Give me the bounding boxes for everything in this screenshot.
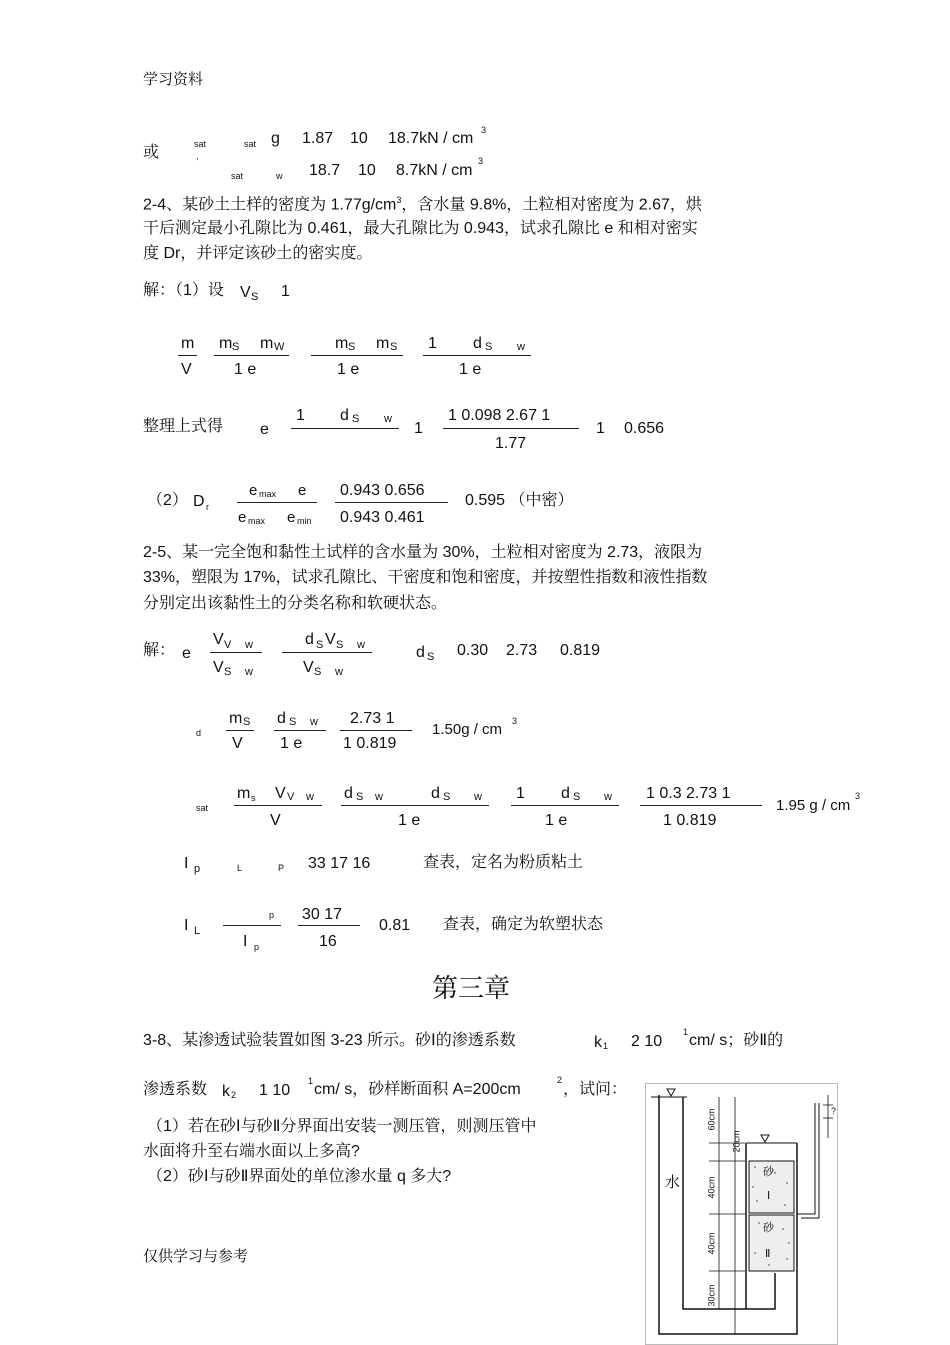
sub-p: p [194, 863, 201, 875]
value-0-30: 0.30 [457, 642, 489, 659]
sub-max: max [259, 489, 277, 499]
vs: V [325, 631, 336, 648]
sub-w: w [604, 791, 612, 803]
numerator-values: 0.943 0.656 [340, 482, 425, 499]
sub-w: w [276, 171, 283, 181]
vs-symbol: V [240, 284, 251, 301]
vs-value: 1 [281, 283, 290, 300]
vv: V [213, 631, 224, 648]
dim-40cm-upper: 40cm [706, 1176, 717, 1199]
numerator-m: m [181, 335, 195, 352]
sub-r: r [206, 502, 209, 512]
vs: V [213, 659, 224, 676]
sub-sat-3: sat [231, 171, 244, 181]
numerator-values: 1 0.3 2.73 1 [646, 785, 731, 802]
ms: m [237, 785, 251, 802]
apparatus-drawing [645, 1083, 838, 1345]
sub-d: d [196, 728, 202, 738]
problem-2-5-line-3: 分别定出该黏性土的分类名称和软硬状态。 [143, 595, 448, 612]
sup-3: 3 [512, 716, 518, 726]
sub: S [232, 341, 240, 353]
ip-classification-note: 查表，定名为粉质粘土 [423, 854, 584, 871]
denominator-values: 1 0.819 [663, 812, 717, 829]
ds: d [416, 644, 425, 661]
sub-w: w [335, 666, 343, 678]
question-1-line-1: （1）若在砂Ⅰ与砂Ⅱ分界面出安装一测压管，则测压管中 [147, 1118, 537, 1135]
sub-w: w [306, 791, 314, 803]
dim-20cm: 20cm [731, 1130, 742, 1153]
sup-2: 2 [557, 1075, 563, 1085]
problem-2-5-line-1: 2-5、某一完全饱和黏性土试样的含水量为 30%，土粒相对密度为 2.73，液限为 [143, 544, 703, 561]
fraction-bar [640, 805, 762, 806]
result-buoyant-unit-weight: 8.7kN / cm [396, 162, 473, 179]
exponent: 1 [308, 1076, 314, 1086]
fraction-bar [210, 652, 262, 653]
fraction-bar [340, 730, 412, 731]
v: V [232, 735, 243, 752]
sand-2-label: 砂 [763, 1222, 774, 1234]
sub-l: L [194, 925, 201, 937]
sub: S [316, 639, 324, 651]
result-0-81: 0.81 [379, 917, 411, 934]
problem-2-4-line-3: 度 Dr，并评定该砂土的密实度。 [143, 245, 373, 262]
i-symbol: I [184, 855, 189, 872]
sub-p: p [269, 910, 275, 920]
fraction-bar [237, 502, 317, 503]
fraction-bar [298, 925, 360, 926]
problem-3-8-line-1-end: cm/ s；砂Ⅱ的 [689, 1032, 784, 1049]
k2-symbol: k [222, 1083, 230, 1100]
sub-p-upper: P [278, 863, 285, 873]
solution-label: 解：（1）设 [143, 282, 224, 299]
result-0-595-medium-dense: 0.595 （中密） [465, 492, 574, 509]
sub-min: min [297, 516, 312, 526]
denominator-1-plus-e: 1 e [398, 812, 421, 829]
sub-l: L [237, 863, 243, 873]
fraction-bar [282, 652, 372, 653]
sub: s [251, 793, 256, 803]
e-max: e [238, 509, 247, 526]
sub: V [224, 639, 232, 651]
sub-2: 2 [231, 1090, 237, 1100]
sub: S [224, 666, 232, 678]
problem-2-4-line-1: 2-4、某砂土土样的密度为 $1.77g/cm^3$，含水量 9.8%，土粒相对密度为 2.67，烘 [143, 195, 702, 214]
sub: S [427, 651, 435, 663]
denominator-values: 0.943 0.461 [340, 509, 425, 526]
value-10b: 10 [358, 162, 376, 179]
numerator-ms: m [219, 335, 233, 352]
fraction-bar [443, 428, 579, 429]
ds: d [305, 631, 314, 648]
e-min: e [287, 509, 296, 526]
rearrange-label: 整理上式得 [143, 418, 224, 435]
denominator-1-77: 1.77 [495, 435, 527, 452]
sub-sat: sat [196, 803, 209, 813]
page-footer: 仅供学习与参考 [143, 1248, 249, 1265]
sup-3: 3 [481, 125, 487, 135]
denominator-1-plus-e: 1 e [280, 735, 303, 752]
numerator-1: 1 [296, 407, 305, 424]
or-label: 或 [143, 144, 160, 161]
sand-2-numeral: Ⅱ [765, 1248, 771, 1260]
problem-2-4-line-2: 干后测定最小孔隙比为 0.461，最大孔隙比为 0.943，试求孔隙比 e 和相对密实 [143, 220, 698, 237]
dr-symbol: D [193, 493, 205, 510]
sub: S [443, 791, 451, 803]
sub-w: w [474, 791, 482, 803]
denominator-v: V [181, 361, 192, 378]
sub: S [573, 791, 581, 803]
minus-one: 1 [596, 420, 605, 437]
step-2-label: （2） [147, 492, 188, 509]
comma: , [196, 151, 199, 161]
result-1-95: 1.95 g / cm [776, 797, 851, 814]
sub-w: w [517, 341, 525, 353]
fraction-bar [226, 730, 254, 731]
k1-value: 2 10 [631, 1033, 663, 1050]
ds: d [431, 785, 440, 802]
sub-max: max [248, 516, 266, 526]
vs-sub: S [251, 291, 259, 303]
i-p: I [243, 933, 248, 950]
g-symbol: g [271, 130, 280, 147]
e-symbol: e [260, 421, 269, 438]
fraction-bar [311, 355, 403, 356]
result-1-50: 1.50g / cm [432, 721, 503, 738]
result-saturated-unit-weight: 18.7kN / cm [388, 130, 474, 147]
ds: d [344, 785, 353, 802]
fraction-bar [423, 355, 531, 356]
question-2: （2）砂Ⅰ与砂Ⅱ界面处的单位渗水量 q 多大? [147, 1168, 452, 1185]
problem-3-8-line-2: 渗透系数 [143, 1081, 208, 1098]
solution-label: 解： [143, 642, 176, 659]
sub: S [485, 341, 493, 353]
sub-w: w [357, 639, 365, 651]
sub-w: w [245, 666, 253, 678]
ds: d [561, 785, 570, 802]
fraction-bar [214, 355, 289, 356]
question-1-line-2: 水面将升至右端水面以上多高? [143, 1143, 360, 1160]
sub-w: w [310, 716, 318, 728]
sub-p: p [254, 942, 260, 952]
minus-one: 1 [414, 420, 423, 437]
denominator-1-plus-e: 1 e [459, 361, 482, 378]
sub: S [289, 716, 297, 728]
result-0-819: 0.819 [560, 642, 601, 659]
numerator-ms: m [335, 335, 349, 352]
sub-w: w [384, 413, 392, 425]
numerator-1: 1 [428, 335, 437, 352]
numerator-1: 1 [516, 785, 525, 802]
e-max: e [249, 482, 258, 499]
fraction-bar [178, 355, 197, 356]
fraction-bar [335, 502, 448, 503]
fraction-bar [511, 805, 619, 806]
sub: S [243, 716, 251, 728]
problem-3-8-line-2-mid: cm/ s，砂样断面积 A=200cm [314, 1081, 521, 1098]
il-state-note: 查表，确定为软塑状态 [443, 916, 604, 933]
numerator-d: d [473, 335, 482, 352]
chapter-title: 第三章 [432, 974, 511, 1004]
dim-60cm: 60cm [706, 1108, 717, 1131]
problem-3-8-line-1: 3-8、某渗透试验装置如图 3-23 所示。砂Ⅰ的渗透系数 [143, 1032, 516, 1049]
value-1-87: 1.87 [302, 130, 334, 147]
sub: S [352, 413, 360, 425]
sub-w: w [375, 791, 383, 803]
vs: V [303, 659, 314, 676]
exponent: 1 [683, 1027, 689, 1037]
result-0-656: 0.656 [624, 420, 665, 437]
ds: d [277, 710, 286, 727]
sup-3: 3 [855, 791, 861, 801]
seepage-test-apparatus-figure [645, 1083, 838, 1345]
unknown-height-mark: ? [831, 1106, 837, 1116]
sup-3b: 3 [478, 156, 484, 166]
sub: W [274, 341, 285, 353]
e: e [298, 482, 307, 499]
value-10: 10 [350, 130, 368, 147]
e-symbol: e [182, 645, 191, 662]
dim-30cm: 30cm [706, 1284, 717, 1307]
denominator-1-plus-e: 1 e [545, 812, 568, 829]
problem-2-5-line-2: 33%，塑限为 17%，试求孔隙比、干密度和饱和密度，并按塑性指数和液性指数 [143, 569, 708, 586]
i-symbol: I [184, 917, 189, 934]
sub: S [390, 341, 398, 353]
sub-sat-1: sat [194, 139, 207, 149]
sub-w: w [245, 639, 253, 651]
value-18-7: 18.7 [309, 162, 341, 179]
sub: S [314, 666, 322, 678]
numerator-values: 1 0.098 2.67 1 [448, 407, 551, 424]
water-label: 水 [665, 1174, 681, 1191]
sub: S [348, 341, 356, 353]
k2-value: 1 10 [259, 1082, 291, 1099]
ip-values: 33 17 16 [308, 855, 371, 872]
ms: m [229, 710, 243, 727]
denominator-16: 16 [319, 933, 337, 950]
sub-sat-2: sat [244, 139, 257, 149]
sub: V [287, 791, 295, 803]
fraction-bar [274, 730, 326, 731]
numerator-ms: m [376, 335, 390, 352]
value-2-73: 2.73 [506, 642, 538, 659]
denominator-1-plus-e: 1 e [234, 361, 257, 378]
page-header: 学习资料 [143, 71, 204, 88]
fraction-bar [291, 428, 399, 429]
numerator-mw: m [260, 335, 274, 352]
sand-1-numeral: Ⅰ [767, 1190, 771, 1202]
denominator-1-plus-e: 1 e [337, 361, 360, 378]
fraction-bar [234, 805, 322, 806]
sub-1: 1 [603, 1041, 609, 1051]
sub: S [356, 791, 364, 803]
v: V [270, 812, 281, 829]
dim-40cm-lower: 40cm [706, 1232, 717, 1255]
vv: V [275, 785, 286, 802]
fraction-bar [223, 925, 281, 926]
problem-3-8-line-2-end: ，试问： [563, 1081, 628, 1098]
sand-1-label: 砂 [763, 1166, 774, 1178]
sub: S [336, 639, 344, 651]
numerator-values: 30 17 [302, 906, 343, 923]
numerator-values: 2.73 1 [350, 710, 395, 727]
denominator-values: 1 0.819 [343, 735, 397, 752]
k1-symbol: k [594, 1034, 602, 1051]
fraction-bar [341, 805, 489, 806]
numerator-d: d [340, 407, 349, 424]
